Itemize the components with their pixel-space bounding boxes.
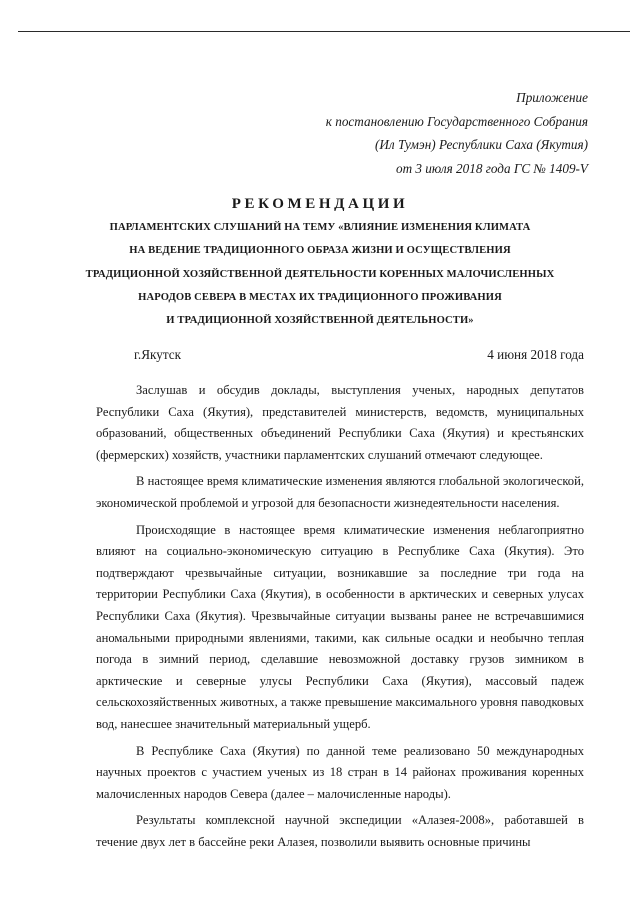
body-paragraph: Происходящие в настоящее время климатические изменения неблагоприятно влияют на социально-экономическую ситуацию в Республике Саха (Якутия). Это подтверждают чрезвычайные ситуации, возникавшие за последние три года на территории Республики Саха (Якутия), в особенности в арктических и северных улусах Республики Саха (Якутия). Чрезвычайные ситуации вызваны ранее не встречавшимися аномальными природными явлениями, такими, как сильные осадки и необычно теплая погода в зимний период, сделавшие невозможной доставку грузов зимником в арктические и северные улусы Республики Саха (Якутия), массовый падеж сельскохозяйственных животных, а также превышение максимального уровня паводковых вод, нанесшее значительный материальный ущерб. <box>96 522 584 731</box>
subtitle-line: ПАРЛАМЕНТСКИХ СЛУШАНИЙ НА ТЕМУ «ВЛИЯНИЕ ИЗМЕНЕНИЯ КЛИМАТА <box>109 222 531 233</box>
appendix-line: к постановлению Государственного Собрания <box>325 113 588 129</box>
top-rule <box>18 31 630 32</box>
document-date: 4 июня 2018 года <box>487 347 584 362</box>
document-body <box>96 380 584 858</box>
body-paragraph: В настоящее время климатические изменения являются глобальной экологической, экономической проблемой и угрозой для безопасности жизнедеятельности населения. <box>96 474 584 510</box>
subtitle-line: ТРАДИЦИОННОЙ ХОЗЯЙСТВЕННОЙ ДЕЯТЕЛЬНОСТИ КОРЕННЫХ МАЛОЧИСЛЕННЫХ <box>85 268 555 280</box>
document-subtitle <box>60 216 580 332</box>
body-paragraph: Результаты комплексной научной экспедиции «Алазея-2008», работавшей в течение двух лет в бассейне реки Алазея, позволили выявить основные причины <box>96 813 584 849</box>
appendix-line: (Ил Тумэн) Республики Саха (Якутия) <box>374 137 588 152</box>
document-heading: РЕКОМЕНДАЦИИ <box>231 196 409 212</box>
appendix-block <box>188 86 588 180</box>
appendix-line: Приложение <box>516 90 588 105</box>
subtitle-line: НА ВЕДЕНИЕ ТРАДИЦИОННОГО ОБРАЗА ЖИЗНИ И ОСУЩЕСТВЛЕНИЯ <box>129 245 511 257</box>
document-place: г.Якутск <box>134 347 182 362</box>
subtitle-line: НАРОДОВ СЕВЕРА В МЕСТАХ ИХ ТРАДИЦИОННОГО ПРОЖИВАНИЯ <box>138 291 502 303</box>
subtitle-line: И ТРАДИЦИОННОЙ ХОЗЯЙСТВЕННОЙ ДЕЯТЕЛЬНОСТИ» <box>166 315 474 327</box>
appendix-line: от 3 июля 2018 года ГС № 1409-V <box>396 160 588 176</box>
body-paragraph: В Республике Саха (Якутия) по данной теме реализовано 50 международных научных проектов с участием ученых из 18 стран в 14 районах проживания коренных малочисленных народов Севера (далее – малочисленные народы). <box>96 743 584 801</box>
body-paragraph: Заслушав и обсудив доклады, выступления ученых, народных депутатов Республики Саха (Якутия), представителей министерств, ведомств, муниципальных образований, общественных объединений Республики Саха (Якутия) и крестьянских (фермерских) хозяйств, участники парламентских слушаний отмечают следующее. <box>96 383 584 462</box>
